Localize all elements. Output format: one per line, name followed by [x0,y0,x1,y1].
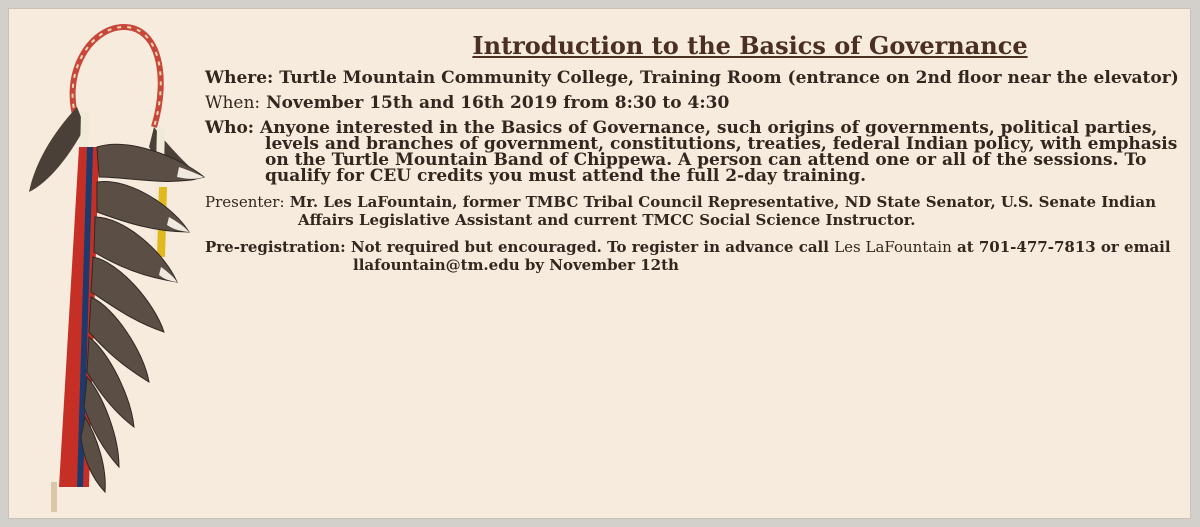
preregistration-contact-name: Les LaFountain [834,238,952,256]
who-value: Anyone interested in the Basics of Governance, such origins of governments, political parties, levels and branches of government, constitutions, treaties, federal Indian policy, with emphasis on the Turtle Mountain Band of Chippewa. A person can attend one or all of the sessions. To qualify for CEU credits you must attend the full 2-day training. [260,118,1178,186]
who-row [205,120,1185,184]
when-label: When: [205,93,261,113]
flyer [8,8,1191,519]
when-value: November 15th and 16th 2019 from 8:30 to 4:30 [266,93,730,113]
presenter-row [205,193,1185,229]
event-title: Introduction to the Basics of Governance [472,31,1028,60]
where-row [205,70,1185,86]
preregistration-label: Pre-registration: [205,238,346,256]
preregistration-value-bold: Not required but encouraged. To register in advance call [350,238,829,256]
where-value: Turtle Mountain Community College, Training Room (entrance on 2nd floor near the elevator) [279,68,1179,88]
eagle-feather-staff-icon [19,17,209,517]
presenter-label: Presenter: [205,193,285,211]
preregistration-row [205,238,1185,274]
who-label: Who: [205,118,255,138]
event-details [205,19,1185,283]
when-row [205,95,1185,111]
preregistration-contact-details: at 701-477-7813 or email llafountain@tm.edu by November 12th [353,238,1171,274]
where-label: Where: [205,68,274,88]
presenter-value: Mr. Les LaFountain, former TMBC Tribal Council Representative, ND State Senator, U.S. Senate Indian Affairs Legislative Assistant and current TMCC Social Science Instructor. [289,193,1156,229]
